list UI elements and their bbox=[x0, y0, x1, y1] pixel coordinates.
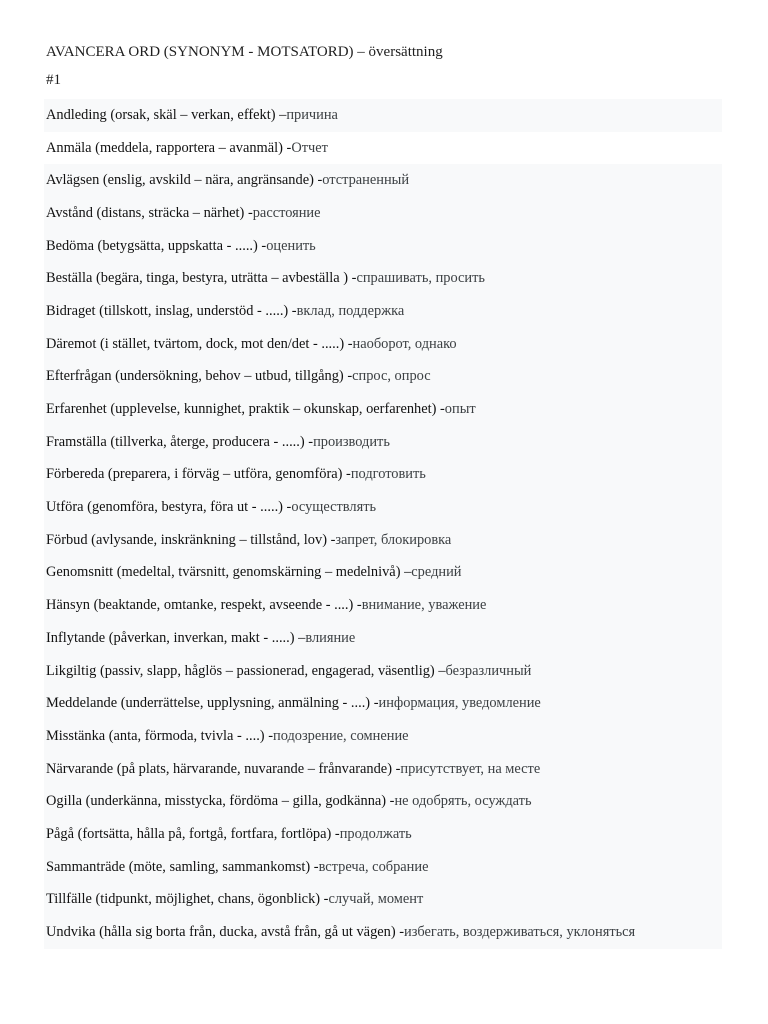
russian-translation: подозрение, сомнение bbox=[273, 727, 409, 744]
vocabulary-list bbox=[44, 99, 722, 949]
swedish-text: Misstänka (anta, förmoda, tvivla - ....) - bbox=[46, 727, 273, 744]
swedish-text: Avstånd (distans, sträcka – närhet) - bbox=[46, 204, 253, 221]
swedish-text: Undvika (hålla sig borta från, ducka, avstå från, gå ut vägen) - bbox=[46, 924, 405, 941]
russian-translation: оценить bbox=[266, 237, 316, 254]
swedish-text: Tillfälle (tidpunkt, möjlighet, chans, ögonblick) - bbox=[46, 891, 329, 908]
swedish-text: Bedöma (betygsätta, uppskatta - .....) - bbox=[46, 237, 267, 254]
russian-translation: опыт bbox=[444, 401, 476, 418]
swedish-text: Andleding (orsak, skäl – verkan, effekt) – bbox=[46, 106, 287, 123]
vocabulary-entry bbox=[44, 884, 722, 917]
swedish-text: Utföra (genomföra, bestyra, föra ut - .....) - bbox=[46, 499, 292, 516]
swedish-text: Genomsnitt (medeltal, tvärsnitt, genomskärning – medelnivå) – bbox=[46, 564, 412, 581]
russian-translation: подготовить bbox=[350, 466, 426, 483]
vocabulary-entry bbox=[44, 589, 722, 622]
russian-translation: случай, момент bbox=[328, 891, 424, 908]
vocabulary-entry bbox=[44, 557, 722, 590]
russian-translation: продолжать bbox=[339, 825, 412, 842]
section-number: #1 bbox=[46, 72, 61, 88]
russian-translation: осуществлять bbox=[291, 499, 377, 516]
russian-translation: информация, уведомление bbox=[378, 695, 541, 712]
swedish-text: Framställa (tillverka, återge, producera - .....) - bbox=[46, 433, 314, 450]
russian-translation: Отчет bbox=[291, 139, 328, 156]
russian-translation: избегать, воздерживаться, уклоняться bbox=[404, 924, 636, 941]
swedish-text: Pågå (fortsätta, hålla på, fortgå, fortfara, fortlöpa) - bbox=[46, 825, 340, 842]
swedish-text: Inflytande (påverkan, inverkan, makt - .....) – bbox=[46, 629, 306, 646]
swedish-text: Efterfrågan (undersökning, behov – utbud, tillgång) - bbox=[46, 368, 353, 385]
russian-translation: средний bbox=[411, 564, 462, 581]
swedish-text: Förbereda (preparera, i förväg – utföra, genomföra) - bbox=[46, 466, 351, 483]
swedish-text: Ogilla (underkänna, misstycka, fördöma – gilla, godkänna) - bbox=[46, 793, 395, 810]
vocabulary-entry bbox=[44, 132, 722, 165]
vocabulary-entry bbox=[44, 851, 722, 884]
swedish-text: Förbud (avlysande, inskränkning – tillstånd, lov) - bbox=[46, 531, 336, 548]
vocabulary-entry bbox=[44, 426, 722, 459]
swedish-text: Däremot (i stället, tvärtom, dock, mot den/det - .....) - bbox=[46, 335, 353, 352]
swedish-text: Närvarande (på plats, härvarande, nuvarande – frånvarande) - bbox=[46, 760, 401, 777]
vocabulary-entry bbox=[44, 720, 722, 753]
russian-translation: производить bbox=[313, 433, 390, 450]
russian-translation: не одобрять, осуждать bbox=[394, 793, 532, 810]
russian-translation: внимание, уважение bbox=[361, 597, 487, 614]
russian-translation: наоборот, однако bbox=[352, 335, 457, 352]
vocabulary-entry bbox=[44, 328, 722, 361]
vocabulary-entry bbox=[44, 785, 722, 818]
vocabulary-entry bbox=[44, 524, 722, 557]
vocabulary-entry bbox=[44, 459, 722, 492]
vocabulary-entry bbox=[44, 687, 722, 720]
russian-translation: отстраненный bbox=[322, 172, 410, 189]
vocabulary-entry bbox=[44, 753, 722, 786]
swedish-text: Erfarenhet (upplevelse, kunnighet, praktik – okunskap, oerfarenhet) - bbox=[46, 401, 445, 418]
russian-translation: присутствует, на месте bbox=[400, 760, 541, 777]
vocabulary-entry bbox=[44, 655, 722, 688]
russian-translation: спрашивать, просить bbox=[356, 270, 485, 287]
swedish-text: Likgiltig (passiv, slapp, håglös – passionerad, engagerad, väsentlig) – bbox=[46, 662, 446, 679]
vocabulary-entry bbox=[44, 393, 722, 426]
vocabulary-entry bbox=[44, 622, 722, 655]
vocabulary-entry bbox=[44, 230, 722, 263]
russian-translation: безразличный bbox=[445, 662, 532, 679]
vocabulary-entry bbox=[44, 164, 722, 197]
russian-translation: запрет, блокировка bbox=[335, 531, 452, 548]
swedish-text: Meddelande (underrättelse, upplysning, anmälning - ....) - bbox=[46, 695, 379, 712]
russian-translation: причина bbox=[286, 106, 338, 123]
swedish-text: Hänsyn (beaktande, omtanke, respekt, avseende - ....) - bbox=[46, 597, 362, 614]
swedish-text: Anmäla (meddela, rapportera – avanmäl) - bbox=[46, 139, 292, 156]
vocabulary-entry bbox=[44, 818, 722, 851]
vocabulary-entry bbox=[44, 491, 722, 524]
document-title: AVANCERA ORD (SYNONYM - MOTSATORD) – översättning bbox=[46, 44, 443, 60]
vocabulary-entry bbox=[44, 361, 722, 394]
vocabulary-entry bbox=[44, 295, 722, 328]
swedish-text: Sammanträde (möte, samling, sammankomst) - bbox=[46, 858, 319, 875]
vocabulary-entry bbox=[44, 99, 722, 132]
vocabulary-entry bbox=[44, 916, 722, 949]
swedish-text: Beställa (begära, tinga, bestyra, uträtta – avbeställa ) - bbox=[46, 270, 357, 287]
swedish-text: Avlägsen (enslig, avskild – nära, angränsande) - bbox=[46, 172, 323, 189]
russian-translation: вклад, поддержка bbox=[296, 302, 405, 319]
russian-translation: встреча, собрание bbox=[318, 858, 429, 875]
vocabulary-entry bbox=[44, 262, 722, 295]
russian-translation: спрос, опрос bbox=[352, 368, 431, 385]
swedish-text: Bidraget (tillskott, inslag, understöd - .....) - bbox=[46, 302, 297, 319]
russian-translation: расстояние bbox=[252, 204, 321, 221]
vocabulary-entry bbox=[44, 197, 722, 230]
russian-translation: влияние bbox=[305, 629, 356, 646]
